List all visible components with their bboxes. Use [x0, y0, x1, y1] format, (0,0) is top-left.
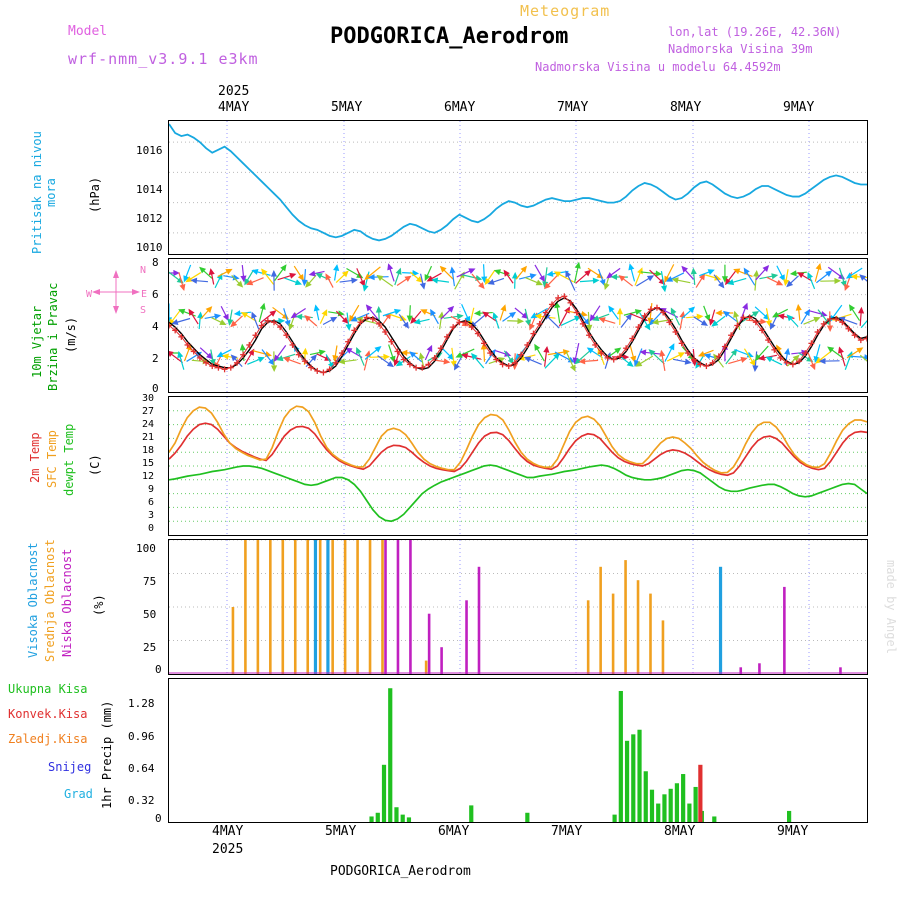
pressure-panel — [168, 120, 868, 255]
wind-axis-label-1: 10m Vjetar — [30, 305, 44, 379]
precip-panel — [168, 678, 868, 823]
axis-top-tick-2: 6MAY — [444, 100, 476, 115]
wind-panel — [168, 258, 868, 393]
coordinates-label: lon,lat (19.26E, 42.36N) — [668, 25, 842, 39]
watermark: made by Angel — [884, 560, 898, 654]
temp-ytick-30: 30 — [142, 393, 155, 404]
temp-axis-label-2m: 2m Temp — [28, 432, 42, 483]
compass-s-label: S — [140, 305, 147, 316]
precip-legend-hail: Grad — [64, 787, 93, 801]
cloud-ytick-75: 75 — [143, 575, 157, 588]
wind-ytick-8: 8 — [152, 256, 159, 269]
precip-ytick-064: 0.64 — [128, 762, 155, 775]
axis-bottom-tick-1: 5MAY — [325, 824, 357, 839]
wind-chart — [169, 259, 867, 392]
precip-ytick-096: 0.96 — [128, 730, 155, 743]
precip-legend-snow: Snijeg — [48, 760, 92, 774]
axis-year-bottom: 2025 — [212, 842, 244, 857]
cloud-unit-label: (%) — [92, 594, 106, 616]
axis-bottom-tick-0: 4MAY — [212, 824, 244, 839]
axis-top-tick-1: 5MAY — [331, 100, 363, 115]
wind-ytick-2: 2 — [152, 352, 159, 365]
cloud-axis-label-high: Visoka Oblacnost — [26, 542, 40, 658]
precip-ytick-128: 1.28 — [128, 697, 155, 710]
temp-axis-label-dewpt: dewpt Temp — [62, 423, 76, 497]
axis-bottom-tick-2: 6MAY — [438, 824, 470, 839]
precip-chart — [169, 679, 867, 822]
page-title: PODGORICA_Aerodrom — [330, 24, 569, 49]
cloud-axis-label-low: Niska Oblacnost — [60, 548, 74, 657]
pressure-chart — [169, 121, 867, 254]
temp-unit-label: (C) — [88, 454, 102, 476]
temp-ytick-12: 12 — [142, 471, 155, 482]
axis-bottom-tick-4: 8MAY — [664, 824, 696, 839]
compass-n-label: N — [140, 265, 147, 276]
pressure-ytick-1016: 1016 — [136, 144, 163, 157]
elevation-real-label: Nadmorska Visina 39m — [668, 42, 813, 56]
precip-ytick-032: 0.32 — [128, 794, 155, 807]
model-label: Model — [68, 24, 108, 39]
wind-unit-label: (m/s) — [64, 316, 78, 354]
precip-legend-total: Ukupna Kisa — [8, 682, 88, 696]
pressure-ytick-1012: 1012 — [136, 212, 163, 225]
pressure-ytick-1014: 1014 — [136, 183, 163, 196]
axis-bottom-tick-5: 9MAY — [777, 824, 809, 839]
cloud-ytick-25: 25 — [143, 641, 157, 654]
elevation-model-label: Nadmorska Visina u modelu 64.4592m — [535, 60, 781, 74]
cloud-ytick-0: 0 — [155, 663, 162, 676]
cloud-ytick-50: 50 — [143, 608, 157, 621]
axis-top-tick-3: 7MAY — [557, 100, 589, 115]
axis-top-tick-5: 9MAY — [783, 100, 815, 115]
wind-ytick-0: 0 — [152, 382, 159, 395]
temp-axis-label-sfc: SFC Temp — [45, 430, 59, 488]
axis-top-tick-4: 8MAY — [670, 100, 702, 115]
pressure-ytick-1010: 1010 — [136, 241, 163, 254]
precip-ytick-0: 0 — [155, 812, 162, 825]
model-value: wrf-nmm_v3.9.1 e3km — [68, 50, 259, 68]
axis-bottom-tick-3: 7MAY — [551, 824, 583, 839]
pressure-axis-label: Pritisak na nivou mora — [30, 131, 58, 254]
temp-ytick-21: 21 — [142, 432, 155, 443]
temp-ytick-15: 15 — [142, 458, 155, 469]
axis-top-tick-0: 4MAY — [218, 100, 250, 115]
temp-ytick-24: 24 — [142, 419, 155, 430]
compass-w-label: W — [86, 289, 93, 300]
meteogram-caption: Meteogram — [520, 2, 611, 20]
wind-ytick-4: 4 — [152, 320, 159, 333]
precip-unit-label: 1hr Precip (mm) — [100, 700, 114, 810]
temp-ytick-27: 27 — [142, 406, 155, 417]
cloud-axis-label-mid: Srednja Oblacnost — [43, 539, 57, 662]
precip-legend-convective: Konvek.Kisa — [8, 707, 88, 721]
footer-station-label: PODGORICA_Aerodrom — [330, 864, 471, 879]
compass-e-label: E — [141, 289, 148, 300]
temp-panel — [168, 396, 868, 536]
clouds-chart — [169, 540, 867, 674]
temp-chart — [169, 397, 867, 535]
cloud-ytick-100: 100 — [136, 542, 156, 555]
temp-ytick-9: 9 — [148, 484, 155, 495]
clouds-panel — [168, 539, 868, 675]
pressure-unit-label: (hPa) — [88, 176, 102, 214]
wind-ytick-6: 6 — [152, 288, 159, 301]
wind-axis-label-2: Brzina i Pravac — [46, 282, 60, 392]
temp-ytick-18: 18 — [142, 445, 155, 456]
temp-ytick-3: 3 — [148, 510, 155, 521]
temp-ytick-0: 0 — [148, 523, 155, 534]
temp-ytick-6: 6 — [148, 497, 155, 508]
precip-legend-freezing: Zaledj.Kisa — [8, 732, 88, 746]
axis-year-top: 2025 — [218, 84, 250, 99]
compass-rose-icon — [84, 262, 148, 322]
